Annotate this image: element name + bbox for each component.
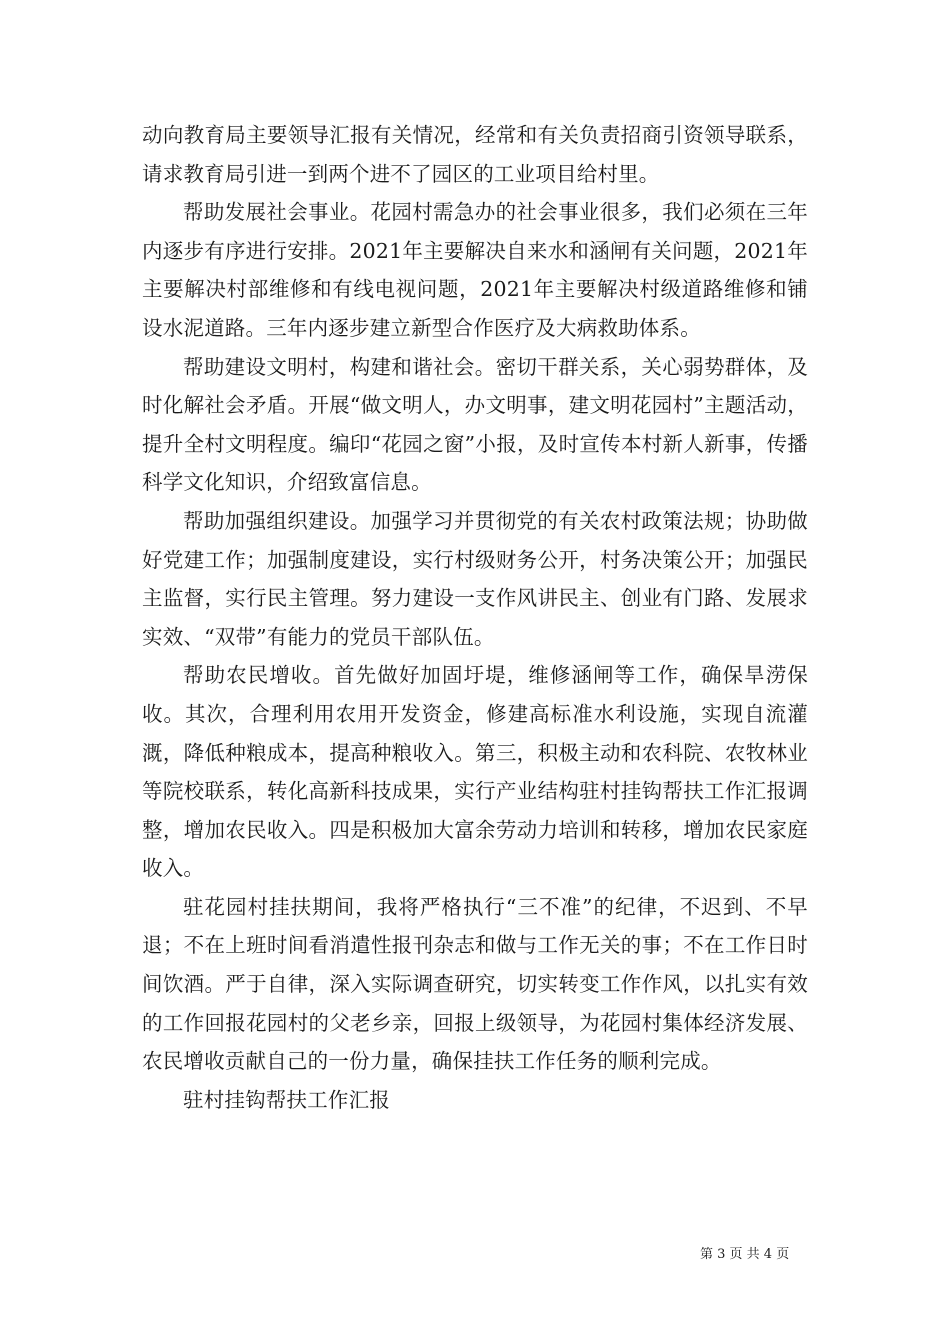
- paragraph-civilized-village: 帮助建设文明村，构建和谐社会。密切干群关系，关心弱势群体，及时化解社会矛盾。开展“做文明人，办文明事，建文明花园村”主题活动，提升全村文明程度。编印“花园之窗”小报，及时宣传本村新人新事，传播科学文化知识，介绍致富信息。: [142, 354, 808, 495]
- section-heading: 驻村挂钩帮扶工作汇报: [183, 1087, 390, 1112]
- paragraph-income: 帮助农民增收。首先做好加固圩堤，维修涵闸等工作，确保旱涝保收。其次，合理利用农用开发资金，修建高标准水利设施，实现自流灌溉，降低种粮成本，提高种粮收入。第三，积极主动和农科院、农牧林业等院校联系，转化高新科技成果，实行产业结构驻村挂钩帮扶工作汇报调整，增加农民收入。四是积极加大富余劳动力培训和转移，增加农民家庭收入。: [142, 663, 808, 881]
- paragraph-organization: 帮助加强组织建设。加强学习并贯彻党的有关农村政策法规；协助做好党建工作；加强制度建设，实行村级财务公开，村务决策公开；加强民主监督，实行民主管理。努力建设一支作风讲民主、创业有门路、发展求实效、“双带”有能力的党员干部队伍。: [142, 508, 808, 649]
- paragraph-social-affairs: 帮助发展社会事业。花园村需急办的社会事业很多，我们必须在三年内逐步有序进行安排。2021年主要解决自来水和涵闸有关问题，2021年主要解决村部维修和有线电视问题，2021年主要解决村级道路维修和铺设水泥道路。三年内逐步建立新型合作医疗及大病救助体系。: [142, 200, 808, 340]
- paragraph-discipline: 驻花园村挂扶期间，我将严格执行“三不准”的纪律，不迟到、不早退；不在上班时间看消遣性报刊杂志和做与工作无关的事；不在工作日时间饮酒。严于自律，深入实际调查研究，切实转变工作作风，以扎实有效的工作回报花园村的父老乡亲，回报上级领导，为花园村集体经济发展、农民增收贡献自己的一份力量，确保挂扶工作任务的顺利完成。: [142, 894, 808, 1074]
- document-body: [142, 116, 808, 1119]
- page-number: 第 3 页 共 4 页: [700, 1247, 790, 1262]
- paragraph-continuation: 动向教育局主要领导汇报有关情况，经常和有关负责招商引资领导联系，请求教育局引进一到两个进不了园区的工业项目给村里。: [142, 123, 808, 186]
